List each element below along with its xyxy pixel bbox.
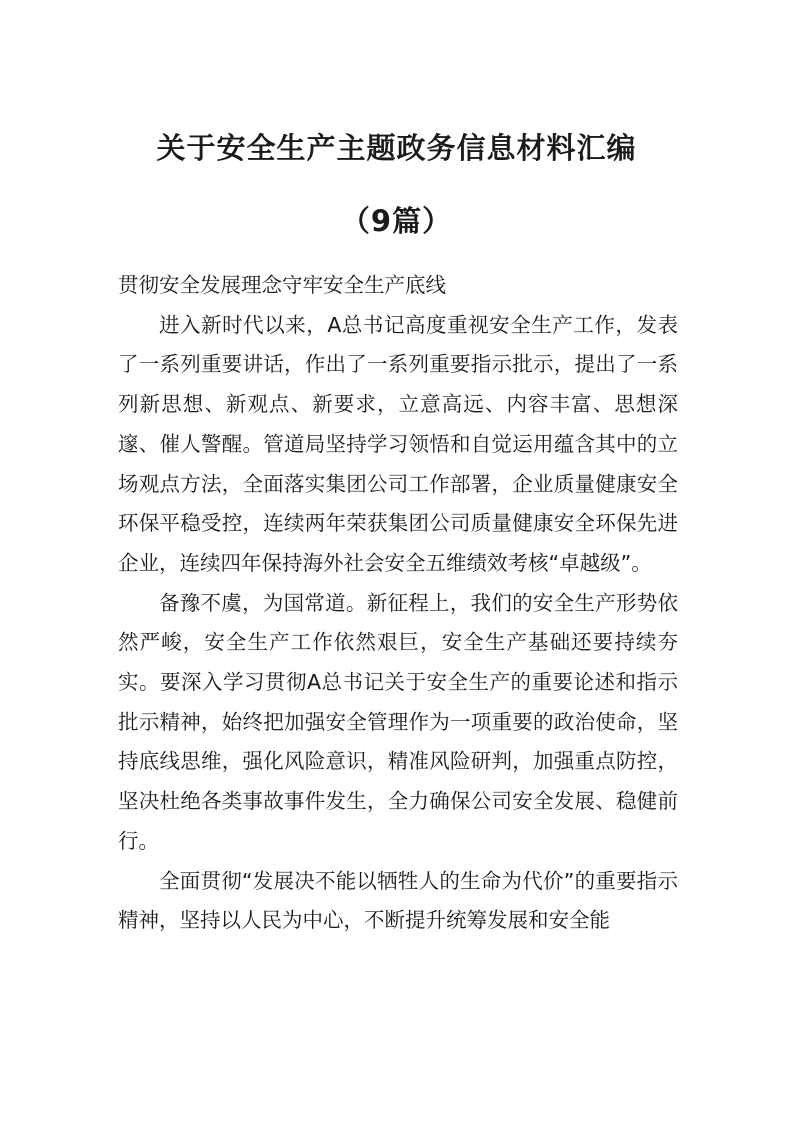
paragraph-2: 备豫不虞，为国常道。新征程上，我们的安全生产形势依然严峻，安全生产工作依然艰巨，安全生产基础还要持续夯实。要深入学习贯彻A总书记关于安全生产的重要论述和指示批示精神，始终把加强安全管理作为一项重要的政治使命，坚持底线思维，强化风险意识，精准风险研判，加强重点防控，坚决杜绝各类事故事件发生，全力确保公司安全发展、稳健前行。 (118, 590, 678, 853)
paragraph-3: 全面贯彻“发展决不能以牺牲人的生命为代价”的重要指示精神，坚持以人民为中心，不断提升统筹发展和安全能 (118, 868, 678, 933)
document-subtitle: （9篇） (340, 204, 453, 238)
document-body (118, 266, 678, 941)
paragraph-1: 进入新时代以来，A总书记高度重视安全生产工作，发表了一系列重要讲话，作出了一系列重要指示批示，提出了一系列新思想、新观点、新要求，立意高远、内容丰富、思想深邃、催人警醒。管道局坚持学习领悟和自觉运用蕴含其中的立场观点方法，全面落实集团公司工作部署，企业质量健康安全环保平稳受控，连续两年荣获集团公司质量健康安全环保先进企业，连续四年保持海外社会安全五维绩效考核“卓越级”。 (118, 312, 678, 575)
section-heading: 贯彻安全发展理念守牢安全生产底线 (118, 273, 446, 297)
document-title: 关于安全生产主题政务信息材料汇编 (156, 131, 637, 165)
